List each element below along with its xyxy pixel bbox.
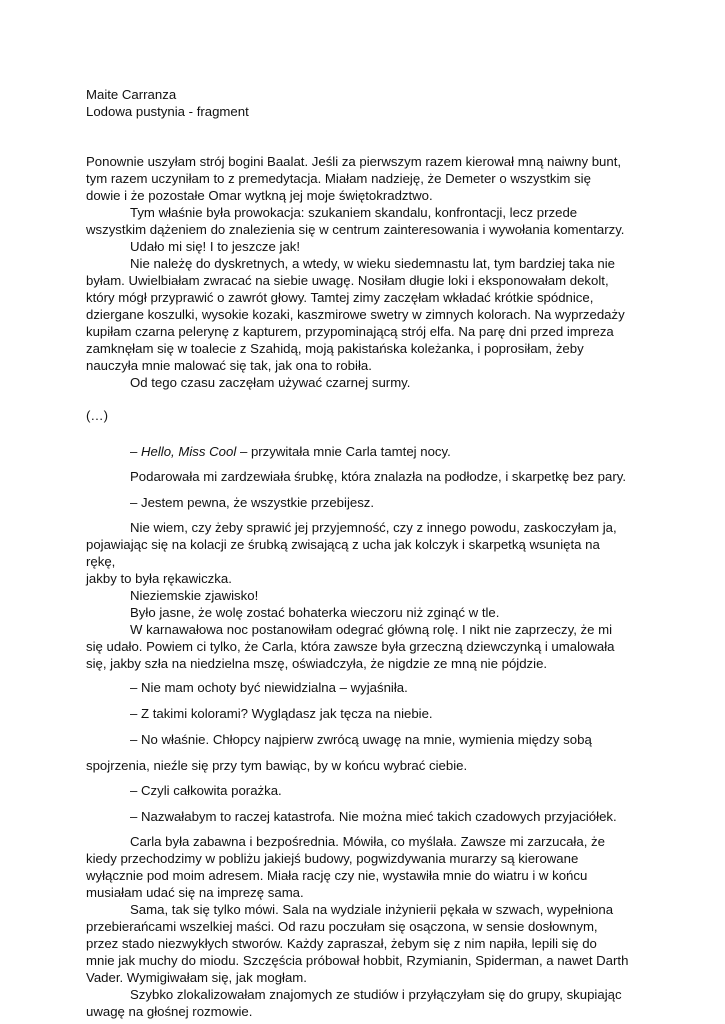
text-line: jakby to była rękawiczka. xyxy=(86,571,232,586)
text-line: musiałam udać się na imprezę sama. xyxy=(86,885,304,900)
text-line: – Czyli całkowita porażka. xyxy=(130,783,282,798)
text-line: – Jestem pewna, że wszystkie przebijesz. xyxy=(130,495,375,510)
text-line: Nie wiem, czy żeby sprawić jej przyjemność, czy z innego powodu, zaskoczyłam ja, xyxy=(130,520,617,535)
text-line: uwagę na głośnej rozmowie. xyxy=(86,1004,253,1019)
text-line: zamknęłam się w toalecie z Szahidą, moją pakistańska koleżanka, i poprosiłam, żeby xyxy=(86,341,584,356)
ellipsis-separator: (…) xyxy=(86,408,108,423)
text-line: dowie i że pozostałe Omar wytkną jej moje świętokradztwo. xyxy=(86,188,433,203)
text-line: przez stado niezwykłych stworów. Każdy zapraszał, żebym się z nim napiła, lepili się do xyxy=(86,936,597,951)
text-line: kiedy przechodzimy w pobliżu jakiejś budowy, pogwizdywania murarzy są kierowane xyxy=(86,851,579,866)
text-line: – No właśnie. Chłopcy najpierw zwrócą uwagę na mnie, wymienia między sobą xyxy=(130,732,592,747)
text-line: – Nazwałabym to raczej katastrofa. Nie można mieć takich czadowych przyjaciółek. xyxy=(130,809,617,824)
text-line: byłam. Uwielbiałam zwracać na siebie uwagę. Nosiłam długie loki i eksponowałam dekolt, xyxy=(86,273,609,288)
text-line: kupiłam czarna pelerynę z kapturem, przypominającą strój elfa. Na parę dni przed impreza xyxy=(86,324,614,339)
text-line: W karnawałowa noc postanowiłam odegrać główną rolę. I nikt nie zaprzeczy, że mi xyxy=(130,622,613,637)
text-line: – Z takimi kolorami? Wyglądasz jak tęcza na niebie. xyxy=(130,706,433,721)
text-line: Było jasne, że wolę zostać bohaterka wieczoru niż zginąć w tle. xyxy=(130,605,500,620)
text-line: wyłącznie pod moim adresem. Miała rację czy nie, wystawiła mnie do wiatru i w końcu xyxy=(86,868,588,883)
text-line: Szybko zlokalizowałam znajomych ze studiów i przyłączyłam się do grupy, skupiając xyxy=(130,987,622,1002)
text-line: Udało mi się! I to jeszcze jak! xyxy=(130,239,301,254)
text-line: Carla była zabawna i bezpośrednia. Mówiła, co myślała. Zawsze mi zarzucała, że xyxy=(130,834,605,849)
text-line: – Nie mam ochoty być niewidzialna – wyjaśniła. xyxy=(130,680,408,695)
text-line: – Hello, Miss Cool – przywitała mnie Carla tamtej nocy. xyxy=(130,444,451,459)
text-line: wszystkim dążeniem do znalezienia się w centrum zainteresowania i wywołania komentarzy. xyxy=(86,222,625,237)
greeting-rest: – przywitała mnie Carla tamtej nocy. xyxy=(239,444,451,459)
text-line: mnie jak muchy do miodu. Szczęścia próbował hobbit, Rzymianin, Spiderman, a nawet Darth xyxy=(86,953,629,968)
text-line: Podarowała mi zardzewiała śrubkę, która znalazła na podłodze, i skarpetkę bez pary. xyxy=(130,469,627,484)
text-line: Ponownie uszyłam strój bogini Baalat. Jeśli za pierwszym razem kierował mną naiwny bunt, xyxy=(86,154,622,169)
text-line: Sama, tak się tylko mówi. Sala na wydziale inżynierii pękała w szwach, wypełniona xyxy=(130,902,614,917)
text-line: dziergane koszulki, wysokie kozaki, kaszmirowe swetry w zimnych kolorach. Na wyprzedaży xyxy=(86,307,625,322)
author-name: Maite Carranza xyxy=(86,87,177,102)
text-line: spojrzenia, nieźle się przy tym bawiąc, by w końcu wybrać ciebie. xyxy=(86,758,468,773)
text-line: tym razem uczyniłam to z premedytacja. Miałam nadzieję, że Demeter o wszystkim się xyxy=(86,171,591,186)
text-line: się udało. Powiem ci tylko, że Carla, która zawsze była grzeczną dziewczynką i umalowała xyxy=(86,639,615,654)
text-line: Tym właśnie była prowokacja: szukaniem skandalu, konfrontacji, lecz przede xyxy=(130,205,578,220)
text-line: który mógł przyprawić o zawrót głowy. Tamtej zimy zaczęłam wkładać krótkie spódnice, xyxy=(86,290,594,305)
text-line: Od tego czasu zaczęłam używać czarnej surmy. xyxy=(130,375,411,390)
text-line: Nieziemskie zjawisko! xyxy=(130,588,259,603)
document-title: Lodowa pustynia - fragment xyxy=(86,104,249,119)
text-line: Vader. Wymigiwałam się, jak mogłam. xyxy=(86,970,307,985)
text-line: nauczyła mnie malować się tak, jak ona to robiła. xyxy=(86,358,372,373)
text-line: rękę, xyxy=(86,554,116,569)
greeting-italic: Hello, Miss Cool xyxy=(141,444,237,459)
text-line: Nie należę do dyskretnych, a wtedy, w wieku siedemnastu lat, tym bardziej taka nie xyxy=(130,256,615,271)
text-line: pojawiając się na kolacji ze śrubką zwisającą z ucha jak kolczyk i skarpetką wsunięta na xyxy=(86,537,600,552)
text-line: przebierańcami wszelkiej maści. Od razu poczułam się osączona, w sensie dosłownym, xyxy=(86,919,598,934)
text-line: się, jakby szła na niedzielna mszę, oświadczyła, że nigdzie ze mną nie pójdzie. xyxy=(86,656,548,671)
